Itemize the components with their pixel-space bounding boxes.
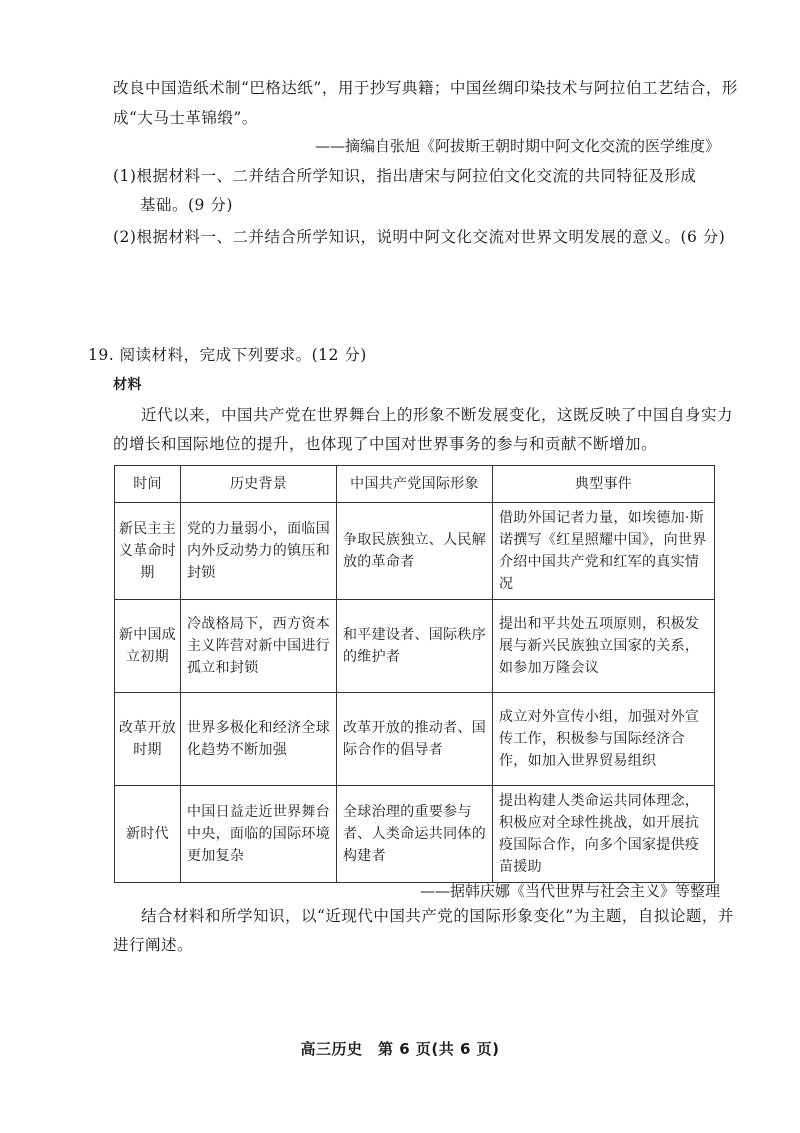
prev-material-line-2: 成“大马士革锦缎”。 xyxy=(113,109,258,127)
background-cell: 党的力量弱小，面临国内外反动势力的镇压和封锁 xyxy=(181,503,337,600)
q19-intro-line-2: 的增长和国际地位的提升，也体现了中国对世界事务的参与和贡献不断增加。 xyxy=(113,435,658,453)
image-cell: 全球治理的重要参与者、人类命运共同体的构建者 xyxy=(337,786,493,883)
q18-sub-question-2: (2)根据材料一、二并结合所学知识，说明中阿文化交流对世界文明发展的意义。(6 分) xyxy=(113,228,726,246)
q19-intro-line-1: 近代以来，中国共产党在世界舞台上的形象不断发展变化，这既反映了中国自身实力 xyxy=(141,406,734,424)
table-header-row xyxy=(115,466,715,503)
table-row xyxy=(115,693,715,786)
prev-material-source: ——摘编自张旭《阿拔斯王朝时期中阿文化交流的医学维度》 xyxy=(314,137,720,155)
period-cell: 新时代 xyxy=(115,786,181,883)
q18-sub-question-1: (1)根据材料一、二并结合所学知识，指出唐宋与阿拉伯文化交流的共同特征及形成 xyxy=(113,167,697,185)
image-cell: 和平建设者、国际秩序的维护者 xyxy=(337,600,493,693)
table-header-cell: 中国共产党国际形象 xyxy=(337,466,493,503)
image-cell: 改革开放的推动者、国际合作的倡导者 xyxy=(337,693,493,786)
period-cell: 改革开放时期 xyxy=(115,693,181,786)
table-header-cell: 时间 xyxy=(115,466,181,503)
table-header-cell: 典型事件 xyxy=(493,466,715,503)
table-header-cell: 历史背景 xyxy=(181,466,337,503)
event-cell: 借助外国记者力量，如埃德加·斯诺撰写《红星照耀中国》，向世界介绍中国共产党和红军的真实情况 xyxy=(493,503,715,600)
q19-source: ——据韩庆娜《当代世界与社会主义》等整理 xyxy=(419,882,720,900)
image-cell: 争取民族独立、人民解放的革命者 xyxy=(337,503,493,600)
period-cell: 新民主主义革命时期 xyxy=(115,503,181,600)
background-cell: 世界多极化和经济全球化趋势不断加强 xyxy=(181,693,337,786)
page-footer: 高三历史 第 6 页(共 6 页) xyxy=(300,1040,500,1058)
q19-task-line-1: 结合材料和所学知识，以“近现代中国共产党的国际形象变化”为主题，自拟论题，并 xyxy=(141,907,734,925)
table-row xyxy=(115,503,715,600)
table-row xyxy=(115,786,715,883)
material-table xyxy=(114,465,715,883)
q19-task-line-2: 进行阐述。 xyxy=(113,936,194,954)
period-cell: 新中国成 立初期 xyxy=(115,600,181,693)
background-cell: 中国日益走近世界舞台中央，面临的国际环境更加复杂 xyxy=(181,786,337,883)
event-cell: 提出构建人类命运共同体理念，积极应对全球性挑战，如开展抗疫国际合作，向多个国家提供疫苗援助 xyxy=(493,786,715,883)
q19-material-label: 材料 xyxy=(113,377,142,393)
q18-sub-question-1-cont: 基础。(9 分) xyxy=(140,196,233,214)
event-cell: 成立对外宣传小组，加强对外宣传工作，积极参与国际经济合作，如加入世界贸易组织 xyxy=(493,693,715,786)
q19-title: 19. 阅读材料，完成下列要求。(12 分) xyxy=(88,346,367,364)
prev-material-line-1: 改良中国造纸术制“巴格达纸”，用于抄写典籍；中国丝绸印染技术与阿拉伯工艺结合，形 xyxy=(113,79,738,97)
background-cell: 冷战格局下，西方资本主义阵营对新中国进行孤立和封锁 xyxy=(181,600,337,693)
event-cell: 提出和平共处五项原则，积极发展与新兴民族独立国家的关系，如参加万隆会议 xyxy=(493,600,715,693)
table-row xyxy=(115,600,715,693)
